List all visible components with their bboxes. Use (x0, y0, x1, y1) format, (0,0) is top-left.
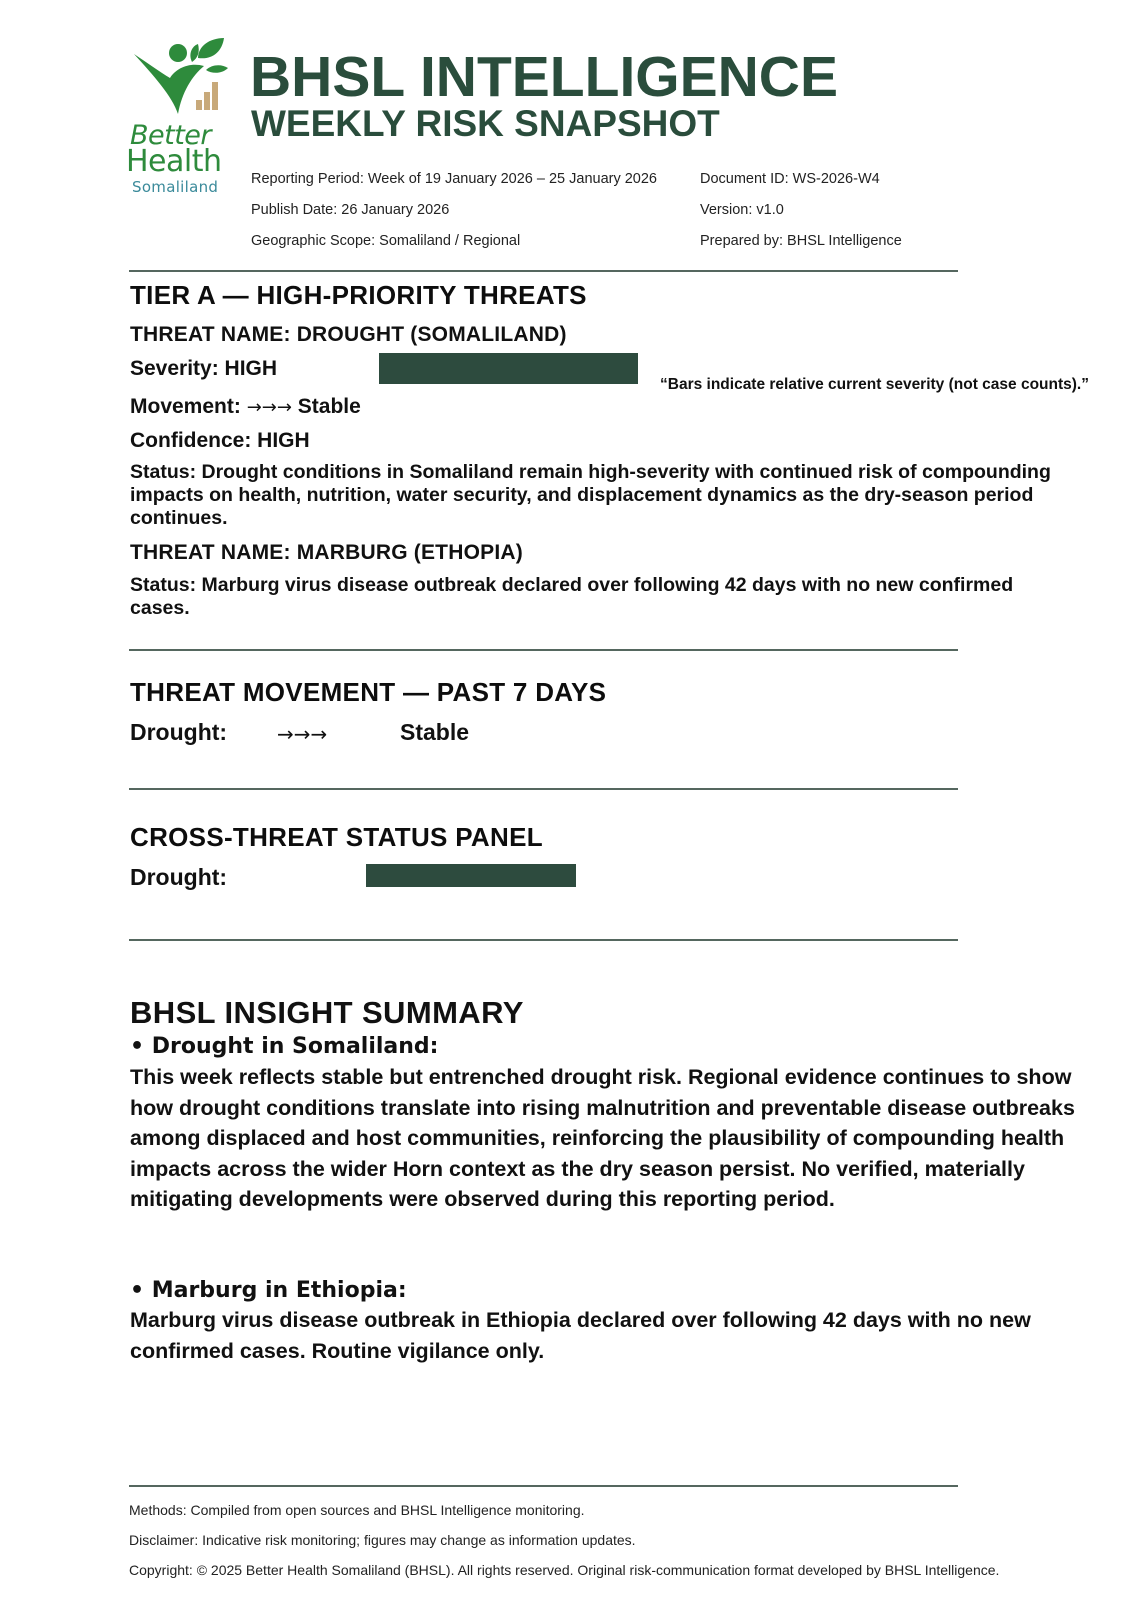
severity-bar-note: “Bars indicate relative current severity (not case counts).” (660, 376, 1089, 393)
cross-threat-divider (129, 939, 958, 941)
cross-threat-heading: CROSS-THREAT STATUS PANEL (130, 822, 543, 852)
figure-with-leaves-icon (132, 36, 232, 120)
cross-threat-row-label: Drought: (130, 864, 228, 890)
insight-marburg-title: • Marburg in Ethiopia: (130, 1278, 407, 1303)
insight-summary-heading: BHSL INSIGHT SUMMARY (130, 995, 524, 1030)
insight-drought-body: This week reflects stable but entrenched drought risk. Regional evidence continues to show how drought conditions translate into rising malnutrition and preventable disease outbreaks among displaced and host communities, reinforcing the plausibility of compounding health impacts across the wider Horn context as the dry season persist. No verified, materially mitigating developments were observed during this reporting period. (130, 1065, 1075, 1211)
marburg-threat-name: THREAT NAME: MARBURG (ETHOPIA) (130, 541, 523, 564)
movement-row-status: Stable (400, 719, 470, 745)
movement-divider (129, 788, 958, 790)
movement-arrows-icon: →→→ (246, 397, 292, 418)
drought-threat-name: THREAT NAME: DROUGHT (SOMALILAND) (130, 323, 567, 346)
logo-text-better: Better (130, 120, 212, 151)
footer-disclaimer: Disclaimer: Indicative risk monitoring; figures may change as information updates. (129, 1532, 636, 1548)
header-divider (129, 270, 958, 272)
drought-severity: Severity: HIGH (130, 357, 278, 380)
footer-methods: Methods: Compiled from open sources and BHSL Intelligence monitoring. (129, 1502, 585, 1518)
marburg-status: Status: Marburg virus disease outbreak declared over following 42 days with no new confirmed cases. (130, 574, 1014, 619)
insight-marburg-body: Marburg virus disease outbreak in Ethiopia declared over following 42 days with no new confirmed cases. Routine vigilance only. (130, 1308, 1031, 1363)
document-id: Document ID: WS-2026-W4 (700, 171, 880, 187)
movement-row-arrows-icon: →→→ (277, 722, 328, 746)
tier-a-divider (129, 649, 958, 651)
logo-text-somaliland: Somaliland (132, 178, 219, 196)
drought-confidence: Confidence: HIGH (130, 429, 310, 452)
insight-drought-title: • Drought in Somaliland: (130, 1034, 439, 1059)
publish-date: Publish Date: 26 January 2026 (251, 202, 450, 218)
drought-movement (130, 395, 361, 419)
drought-status: Status: Drought conditions in Somaliland remain high-severity with continued risk of compounding impacts on health, nutrition, water security, and displacement dynamics as the dry-season period continues. (130, 461, 1051, 529)
drought-severity-bar (379, 353, 638, 384)
movement-row-label: Drought: (130, 719, 228, 745)
footer-copyright: Copyright: © 2025 Better Health Somaliland (BHSL). All rights reserved. Original risk-communication format developed by BHSL Intelligence. (129, 1562, 1000, 1578)
prepared-by: Prepared by: BHSL Intelligence (700, 233, 902, 249)
tier-a-heading: TIER A — HIGH-PRIORITY THREATS (130, 280, 587, 310)
logo-text-health: Health (126, 144, 222, 179)
threat-movement-heading: THREAT MOVEMENT — PAST 7 DAYS (130, 677, 607, 707)
cross-threat-severity-bar (366, 864, 576, 887)
version: Version: v1.0 (700, 202, 784, 218)
reporting-period: Reporting Period: Week of 19 January 2026 – 25 January 2026 (251, 171, 657, 187)
movement-label: Movement: (130, 395, 241, 418)
document-subtitle: WEEKLY RISK SNAPSHOT (251, 103, 720, 144)
geographic-scope: Geographic Scope: Somaliland / Regional (251, 233, 521, 249)
document-title: BHSL INTELLIGENCE (250, 45, 838, 109)
movement-status: Stable (297, 395, 361, 418)
bhsl-logo (124, 36, 244, 196)
footer-divider (129, 1485, 958, 1487)
